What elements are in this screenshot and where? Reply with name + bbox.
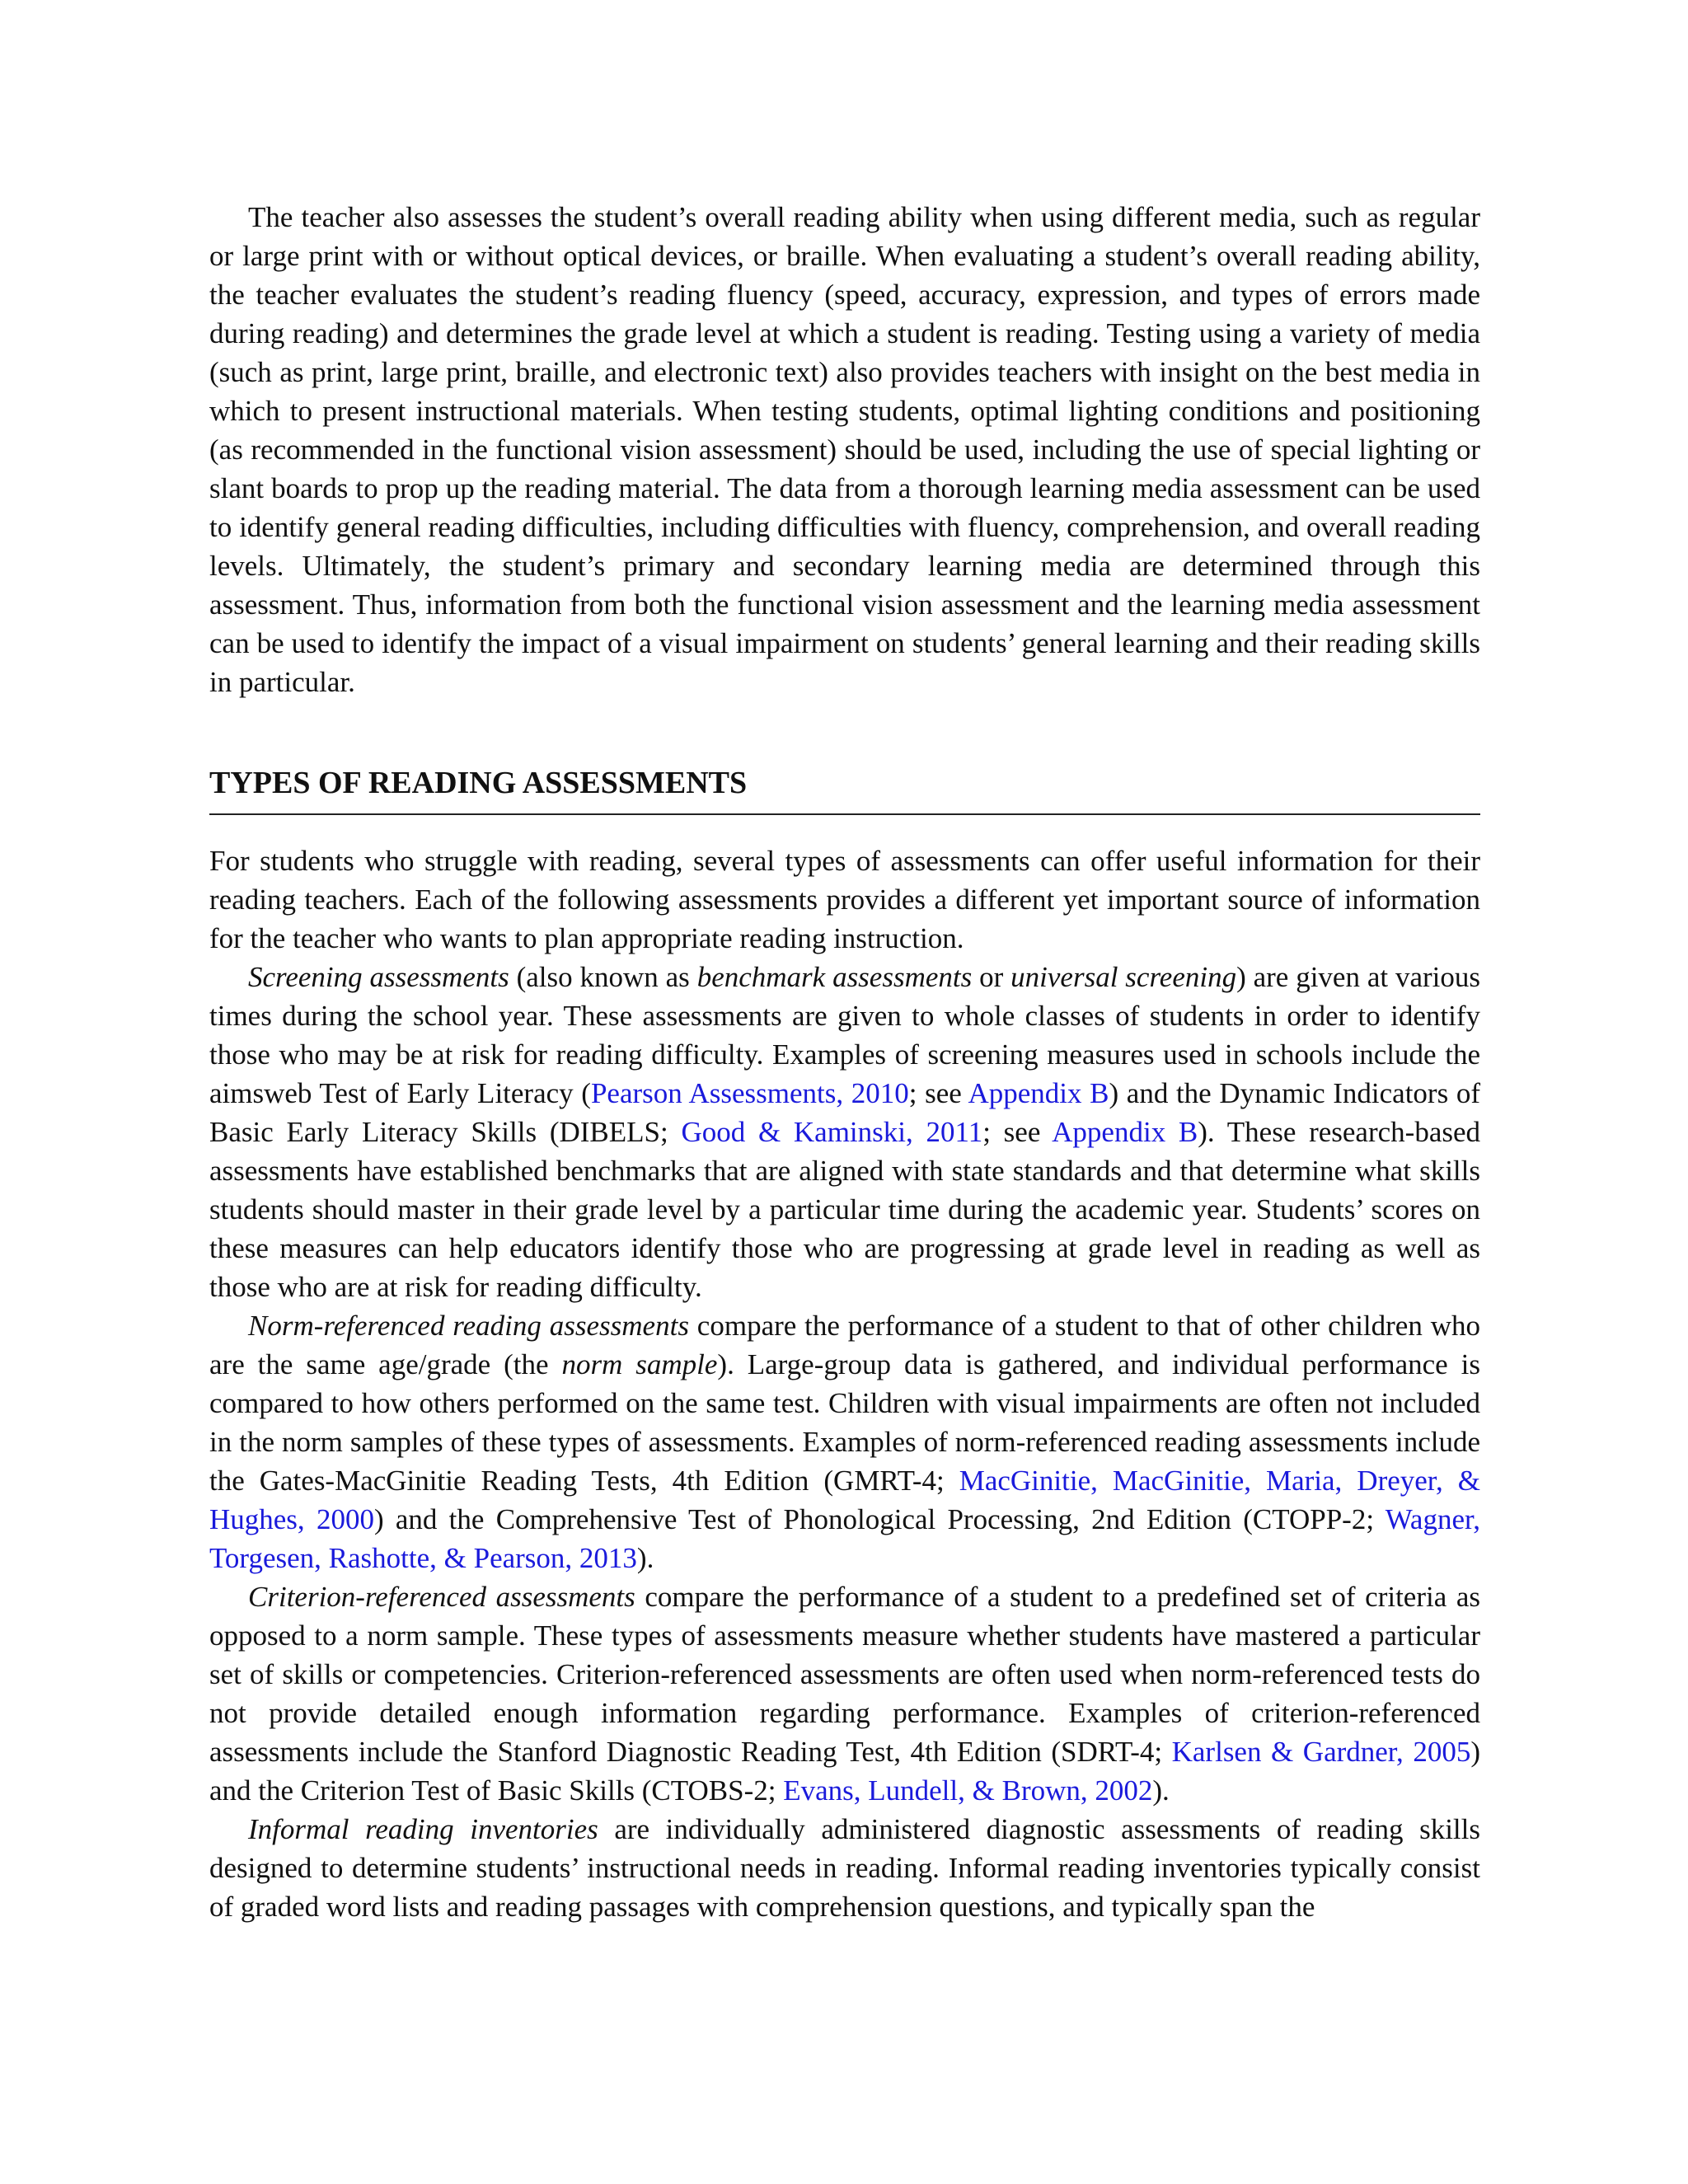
paragraph-text: are individually administered diagnostic assessments of reading skills designed to determine students’ instructional needs in reading. Informal reading inventories typically consist of graded word lists and reading passages with comprehension questions, and typically span the	[209, 1813, 1480, 1923]
term-universal-screening: universal screening	[1010, 961, 1237, 993]
citation-link-good-kaminski-2011[interactable]: Good & Kaminski, 2011	[681, 1116, 983, 1148]
paragraph-text: ) and the Comprehensive Test of Phonological Processing, 2nd Edition (CTOPP-2;	[373, 1503, 1386, 1535]
paragraph-text: For students who struggle with reading, several types of assessments can offer useful information for their reading teachers. Each of the following assessments provides a different yet important source of information for the teacher who wants to plan appropriate reading instruction.	[209, 845, 1480, 954]
term-informal-reading-inventories: Informal reading inventories	[248, 1813, 598, 1845]
paragraph-text: ). These research-based assessments have established benchmarks that are aligned with state standards and that determine what skills students should master in their grade level by a particular time during the academic year. Students’ scores on these measures can help educators identify those who are progressing at grade level in reading as well as those who are at risk for reading difficulty.	[209, 1116, 1481, 1303]
citation-link-wagner-2013[interactable]: Wagner, Torgesen, Rashotte, & Pearson, 2013	[209, 1503, 1480, 1574]
citation-link-karlsen-gardner-2005[interactable]: Karlsen & Gardner, 2005	[1171, 1736, 1471, 1768]
paragraph-informal-inventories	[209, 1810, 1480, 1926]
term-screening-assessments: Screening assessments	[248, 961, 509, 993]
paragraph-text: compare the performance of a student to a predefined set of criteria as opposed to a norm sample. These types of assessments measure whether students have mastered a particular set of skills or competencies. Criterion-referenced assessments are often used when norm-referenced tests do not provide detailed enough information regarding performance. Examples of criterion-referenced assessments include the Stanford Diagnostic Reading Test, 4th Edition (SDRT-4;	[209, 1581, 1480, 1768]
citation-link-macginitie-2000[interactable]: MacGinitie, MacGinitie, Maria, Dreyer, & Hughes, 2000	[209, 1465, 1481, 1535]
paragraph-intro	[209, 841, 1480, 958]
term-criterion-referenced: Criterion-referenced assessments	[248, 1581, 635, 1613]
citation-link-pearson-2010[interactable]: Pearson Assessments, 2010	[590, 1077, 909, 1109]
paragraph-text: compare the performance of a student to that of other children who are the same age/grade (the	[209, 1310, 1480, 1380]
term-norm-referenced: Norm-referenced reading assessments	[248, 1310, 689, 1342]
paragraph-text: ) and the Dynamic Indicators of Basic Early Literacy Skills (DIBELS;	[209, 1077, 1480, 1148]
paragraph-screening	[209, 958, 1480, 1306]
paragraph-norm-referenced	[209, 1306, 1480, 1577]
paragraph-text: ).	[1152, 1774, 1170, 1807]
term-benchmark-assessments: benchmark assessments	[696, 961, 973, 993]
paragraph-criterion-referenced	[209, 1577, 1480, 1810]
paragraph-text: The teacher also assesses the student’s overall reading ability when using different media, such as regular or large print with or without optical devices, or braille. When evaluating a student’s overall reading ability, the teacher evaluates the student’s reading fluency (speed, accuracy, expression, and types of errors made during reading) and determines the grade level at which a student is reading. Testing using a variety of media (such as print, large print, braille, and electronic text) also provides teachers with insight on the best media in which to present instructional materials. When testing students, optimal lighting conditions and positioning (as recommended in the functional vision assessment) should be used, including the use of special lighting or slant boards to prop up the reading material. The data from a thorough learning media assessment can be used to identify general reading difficulties, including difficulties with fluency, comprehension, and overall reading levels. Ultimately, the student’s primary and secondary learning media are determined through this assessment. Thus, information from both the functional vision assessment and the learning media assessment can be used to identify the impact of a visual impairment on students’ general learning and their reading skills in particular.	[209, 201, 1480, 698]
citation-link-evans-2002[interactable]: Evans, Lundell, & Brown, 2002	[783, 1774, 1153, 1807]
term-norm-sample: norm sample	[561, 1348, 718, 1380]
document-page	[209, 198, 1480, 1926]
paragraph-text: ) and the Criterion Test of Basic Skills (CTOBS-2;	[209, 1736, 1480, 1807]
section-heading: TYPES OF READING ASSESSMENTS	[209, 761, 1480, 815]
paragraph-text: ). Large-group data is gathered, and individual performance is compared to how others performed on the same test. Children with visual impairments are often not included in the norm samples of these types of assessments. Examples of norm-referenced reading assessments include the Gates-MacGinitie Reading Tests, 4th Edition (GMRT-4;	[209, 1348, 1480, 1497]
paragraph-text: ).	[636, 1542, 654, 1574]
heading-spacer	[209, 815, 1480, 841]
paragraph-text: ; see	[908, 1077, 968, 1109]
appendix-b-link[interactable]: Appendix B	[968, 1077, 1109, 1109]
paragraph-text: (also known as	[509, 961, 697, 993]
paragraph-text: ) are given at various times during the school year. These assessments are given to whole classes of students in order to identify those who may be at risk for reading difficulty. Examples of screening measures used in schools include the aimsweb Test of Early Literacy (	[209, 961, 1481, 1109]
paragraph-text: ; see	[982, 1116, 1053, 1148]
appendix-b-link[interactable]: Appendix B	[1052, 1116, 1198, 1148]
paragraph-learning-media	[209, 198, 1480, 701]
paragraph-text: or	[972, 961, 1011, 993]
